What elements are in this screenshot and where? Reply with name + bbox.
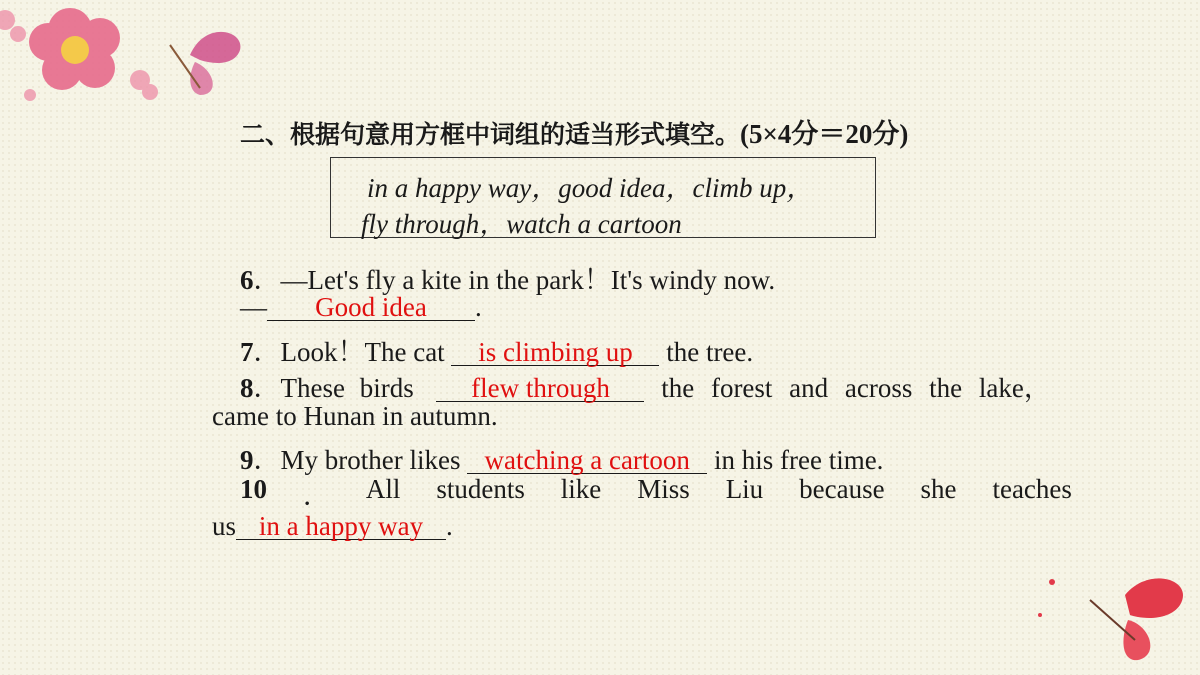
heading-score: (5×4分＝20分) [740, 119, 909, 149]
question-number: 8 [240, 373, 254, 403]
question-number: 9 [240, 445, 254, 475]
period: . [446, 511, 453, 541]
question-number: 6 [240, 265, 254, 295]
word: All [365, 474, 401, 504]
question-8 [240, 366, 1051, 405]
word-bank-box [330, 157, 876, 238]
word: like [560, 474, 602, 504]
word: she [920, 474, 957, 504]
dash: — [240, 292, 267, 322]
word: ． [302, 481, 330, 511]
word-bank-line-2: fly through，watch a cartoon [361, 209, 682, 239]
question-text: ．—Let's fly a kite in the park！It's windy now. [253, 265, 776, 295]
question-10-line-2 [212, 511, 453, 542]
period: . [475, 292, 482, 322]
question-6-answer-line [240, 292, 482, 323]
question-9 [240, 438, 883, 477]
question-text-pre: ．My brother likes [253, 445, 468, 475]
question-text-post: in his free time. [707, 445, 884, 475]
answer-blank-9: watching a cartoon [467, 447, 707, 474]
heading-text: 二、根据句意用方框中词组的适当形式填空。 [240, 120, 741, 149]
word: students [436, 474, 525, 504]
question-text-pre: ．These birds [253, 373, 429, 403]
word: Miss [637, 474, 690, 504]
answer-blank-6: Good idea [267, 294, 475, 321]
question-10 [240, 474, 1072, 513]
question-number: 7 [240, 337, 254, 367]
question-text-post: the tree. [659, 337, 754, 367]
question-text-pre: ．Look！The cat [253, 337, 452, 367]
question-7 [240, 330, 753, 369]
question-number: 10 [240, 474, 267, 504]
word: teaches [992, 474, 1072, 504]
question-text-post: the forest and across the lake， [644, 373, 1051, 403]
section-heading [240, 112, 908, 151]
question-8-line-2: came to Hunan in autumn. [212, 401, 498, 431]
answer-blank-7: is climbing up [451, 339, 659, 366]
word: Liu [725, 474, 764, 504]
answer-blank-10: in a happy way [236, 513, 446, 540]
answer-blank-8: flew through [436, 375, 644, 402]
word-bank-line-1: in a happy way，good idea，climb up， [367, 173, 814, 203]
word: because [799, 474, 885, 504]
question-text-pre: us [212, 511, 237, 541]
